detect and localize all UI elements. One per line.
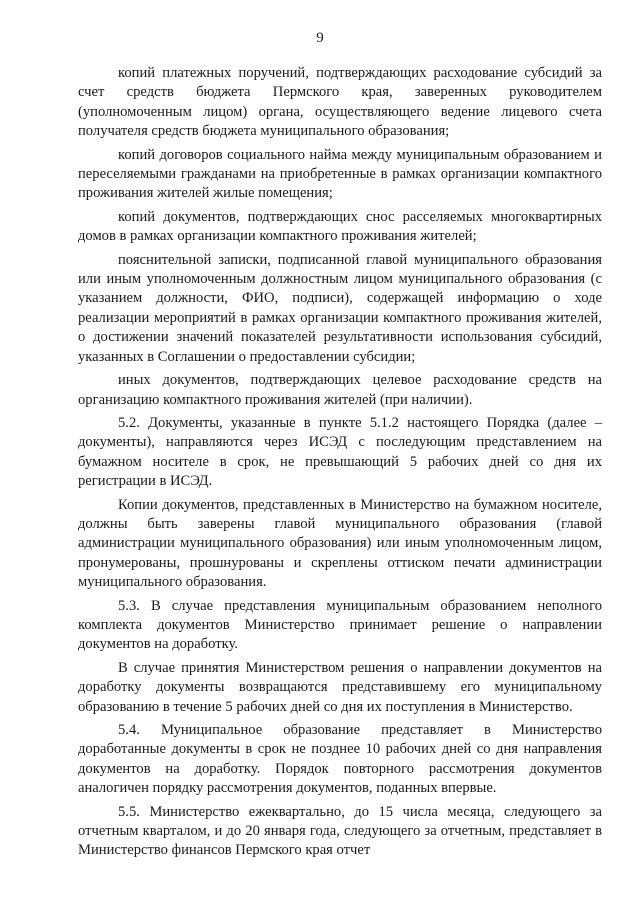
- paragraph-5-5: 5.5. Министерство ежеквартально, до 15 числа месяца, следующего за отчетным кварталом, и до 20 января года, следующего за отчетным, представляет в Министерство финансов Пермского края отчет: [78, 803, 602, 859]
- paragraph-demolition-docs: копий документов, подтверждающих снос расселяемых многоквартирных домов в рамках организации компактного проживания жителей;: [78, 208, 602, 245]
- paragraph-explanatory-note: пояснительной записки, подписанной главой муниципального образования или иным уполномоченным должностным лицом муниципального образования (с указанием должности, ФИО, подписи), содержащей информацию о ходе реализации мероприятий в рамках организации компактного проживания жителей, о достижении значений показателей результативности использования субсидий, указанных в Соглашении о предоставлении субсидии;: [78, 251, 602, 365]
- paragraph-return-for-revision: В случае принятия Министерством решения о направлении документов на доработку документы возвращаются представившему его муниципальному образованию в течение 5 рабочих дней со дня их поступления в Министерство.: [78, 659, 602, 715]
- paragraph-social-contracts: копий договоров социального найма между муниципальным образованием и переселяемыми гражданами на приобретенные в рамках организации компактного проживания жителей жилые помещения;: [78, 146, 602, 202]
- paragraph-5-2: 5.2. Документы, указанные в пункте 5.1.2 настоящего Порядка (далее – документы), направляются через ИСЭД с последующим представлением на бумажном носителе в срок, не превышающий 5 рабочих дней со дня их регистрации в ИСЭД.: [78, 414, 602, 490]
- paragraph-other-docs: иных документов, подтверждающих целевое расходование средств на организацию компактного проживания жителей (при наличии).: [78, 372, 602, 408]
- document-body: [78, 64, 602, 861]
- paragraph-5-3: 5.3. В случае представления муниципальным образованием неполного комплекта документов Министерство принимает решение о направлении документов на доработку.: [78, 597, 602, 653]
- paragraph-copies-certification: Копии документов, представленных в Министерство на бумажном носителе, должны быть заверены главой муниципального образования (главой администрации муниципального образования) или иным уполномоченным лицом, пронумерованы, прошнурованы и скреплены оттиском печати администрации муниципального образования.: [78, 496, 602, 591]
- page-number: 9: [316, 30, 324, 46]
- paragraph-5-4: 5.4. Муниципальное образование представляет в Министерство доработанные документы в срок не позднее 10 рабочих дней со дня направления документов на доработку. Порядок повторного рассмотрения документов аналогичен порядку рассмотрения документов, поданных впервые.: [78, 722, 602, 797]
- paragraph-payment-orders: копий платежных поручений, подтверждающих расходование субсидий за счет средств бюджета Пермского края, заверенных руководителем (уполномоченным лицом) органа, осуществляющего ведение лицевого счета получателя средств бюджета муниципального образования;: [78, 65, 602, 140]
